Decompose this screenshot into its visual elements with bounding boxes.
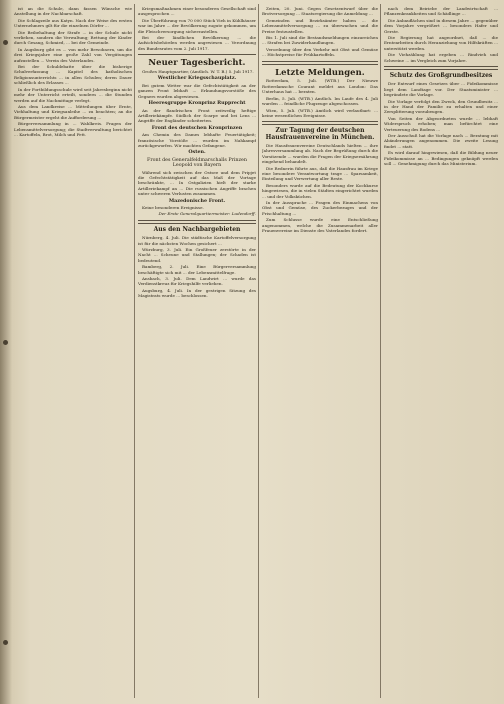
paragraph: Die Hausfrauenvereine Deutschlands hielten ... ihre Jahresversammlung ab. Nach der Begrüßung durch die Vorsitzende ... wurden die Fragen der Kriegsernährung eingehend behandelt. xyxy=(262,142,378,165)
signature: Der Erste Generalquartiermeister: Ludendorff. xyxy=(158,211,256,217)
paragraph: Gemeinden und Bezirksämter haben ... die Lebensmittelversorgung ... zu überwachen und die Preise festzustellen. xyxy=(262,17,378,34)
paragraph: Zeiten, 20. Juni. Gegen Gesetzentwurf über die Brotversorgung ... Staatsregierung die Anmeldung ... xyxy=(262,6,378,17)
column-4 xyxy=(384,6,498,696)
paragraph: ist an die Schule, dann fassen Wünsche wie Anstellung in der Nachbarschaft. xyxy=(14,6,132,17)
paragraph: Bis 1. Juli sind die Bestandsmeldungen einzureichen ... Strafen bei Zuwiderhandlungen. xyxy=(262,35,378,46)
column-2 xyxy=(138,6,256,696)
paragraph: Besonders wurde auf die Bedeutung der Kochkurse hingewiesen, die in vielen Städten eingerichtet wurden ... und der Volksküchen. xyxy=(262,182,378,199)
paragraph: Ansbach, 3. Juli. Dem Landwirt ... wurde das Verdienstkreuz für Kriegshilfe verliehen. xyxy=(138,275,256,287)
paragraph: Berlin, 5. Juli. (WTB.) Amtlich. Im Laufe des 4. Juli wurden ... feindliche Flugzeuge abgeschossen. xyxy=(262,95,378,107)
paragraph: Die Regierung hat angeordnet, daß ... die Erntearbeiten durch Heranziehung von Hilfskräften ... unterstützt werden. xyxy=(384,35,498,51)
paragraph: In der Aussprache ... Fragen des Einmachens von Obst und Gemüse, des Zuckerbezuges und der Frischhaltung ... xyxy=(262,199,378,216)
subheading: Front des deutschen Kronprinzen xyxy=(151,124,243,131)
paragraph: Die Anbauflächen sind in diesem Jahre ... gegenüber dem Vorjahre vergrößert ... besonders Hafer und Gerste. xyxy=(384,17,498,34)
article-headline: Zur Tagung der deutschen Hausfrauenvereine in München. xyxy=(265,127,375,141)
paragraph: Von Seiten der Abgeordneten wurde ... lebhaft Widerspruch erhoben; man befürchtet eine Verteuerung des Bodens ... xyxy=(384,115,498,132)
column-rule xyxy=(380,4,381,698)
paragraph: In der Fortbildungsschule wird seit Jahresbeginn nicht mehr der Unterricht erteilt, sondern ... die Stunden werden auf die Nachmittage verlegt. xyxy=(14,86,132,103)
paragraph: Wien, 5. Juli. (WTB.) Amtlich wird verlautbart: ... keine wesentlichen Ereignisse. xyxy=(262,107,378,118)
paragraph: Die Rednerin führte aus, daß die Hausfrau im Kriege eine besondere Verantwortung trage ... Sparsamkeit, Einteilung und Verwertung aller Reste. xyxy=(262,165,378,182)
section-divider xyxy=(138,54,256,55)
subheading: Mazedonische Front. xyxy=(168,197,226,204)
paragraph: Die Viehzählung hat ergeben ... Rindvieh und Schweine ... im Vergleich zum Vorjahre. xyxy=(384,52,498,63)
paragraph: Aus dem Landkreise ... Mitteilungen über Ernte, Viehhaltung und Kriegsanleihe ... zu beachten; an die Bürgermeister ergeht die Aufforderung ... xyxy=(14,103,132,120)
subheading: Front des Generalfeldmarschalls Prinzen Leopold von Bayern xyxy=(147,157,247,169)
subheading: Heeresgruppe Kronprinz Rupprecht xyxy=(148,100,246,107)
binding-hole xyxy=(3,640,8,645)
article-headline: Neuer Tagesbericht. xyxy=(148,57,246,68)
paragraph: Es wird darauf hingewiesen, daß die Bildung neuer Fideikommisse an ... Bedingungen geknüpft werden soll ... Genehmigung durch das Ministerium. xyxy=(384,150,498,167)
binding-hole xyxy=(3,40,8,45)
paragraph: Die Überführung von 70 000 Stück Vieh in Kühlhäuser war im Jahre ... der Bevölkerung zugute gekommen, um die Fleischversorgung sicherzustellen. xyxy=(138,17,256,34)
paragraph: Verordnung über den Verkehr mit Obst und Gemüse ... Höchstpreise für Frühkartoffeln. xyxy=(262,46,378,58)
section-divider xyxy=(262,121,378,125)
article-headline: Aus den Nachbargebieten xyxy=(153,225,241,233)
paragraph: nach dem Beiriebe der Landwirtschaft ... Pflanzenkrankheiten und Schädlinge ... xyxy=(384,6,498,17)
section-divider xyxy=(138,220,256,224)
paragraph: Bei der ländlichen Bevölkerung ... die Aufsichtsbehörden werden angewiesen ... Verordnung des Bundesrates vom 2. Juli 1917. xyxy=(138,35,256,51)
paragraph: Bamberg, 2. Juli. Eine Bürgerversammlung beschäftigte sich mit ... der Lebensmittelfrage. xyxy=(138,264,256,275)
paragraph: Rotterdam, 5. Juli. (WTB.) Der Nieuwe Rotterdamsche Courant meldet aus London: Das Unterhaus hat ... beraten. xyxy=(262,78,378,95)
paragraph: Während sich zwischen der Ostsee und dem Pripjet die Gefechtstätigkeit auf das Maß der Vortage beschränkte, ... In Ostgalizien hielt der starke Artilleriekampf an ... Die russischen Angriffe brachen unter schweren Verlusten zusammen. xyxy=(138,169,256,197)
page-binding-edge xyxy=(0,0,12,704)
binding-hole xyxy=(3,340,8,345)
paragraph: An der flandrischen Front zeitweilig heftige Artilleriekämpfe. Südlich der Scarpe und bei Lens ... Angriffe der Engländer scheiterten. xyxy=(138,107,256,124)
paragraph: Würzburg, 3. Juli. Ein Großfeuer zerstörte in der Nacht ... Scheune und Stallungen; der Schaden ist bedeutend. xyxy=(138,246,256,263)
paragraph: Der Entwurf eines Gesetzes über ... Fideikommisse liegt dem Landtage vor. Der Staatsminister ... begründete die Vorlage. xyxy=(384,81,498,98)
section-divider xyxy=(384,66,498,70)
paragraph: Die Schlagzeile aus Katyn. Nach der Weise des ersten Unternehmers gilt für die einzelnen Dörfer ... xyxy=(14,17,132,29)
paragraph: Keine besonderen Ereignisse. xyxy=(142,205,204,210)
article-headline: Schutz des Großgrundbesitzes xyxy=(389,72,493,80)
dateline: Großes Hauptquartier, (Amtlich. W. T. B.) 5. Juli 1917. xyxy=(142,69,254,75)
paragraph: Zum Schlusse wurde eine Entschließung angenommen, welche die Zusammenarbeit aller Frauenvereine im Dienste des Vaterlandes fordert. xyxy=(262,217,378,233)
paragraph: Der Ausschuß hat die Vorlage nach ... Beratung mit Abänderungen angenommen. Die zweite Lesung findet ... statt. xyxy=(384,133,498,149)
column-rule xyxy=(258,4,259,698)
paragraph: Die Vorlage verfolgt den Zweck, den Grundbesitz ... in der Hand der Familie zu erhalten und einer Zersplitterung vorzubeugen. xyxy=(384,98,498,115)
paragraph: Augsburg, 4. Juli. In der gestrigen Sitzung des Magistrats wurde ... beschlossen. xyxy=(138,287,256,299)
paragraph: Die Beibehaltung der Strafe ... in der Schule nicht verliehen, sondern die Verwaltung; Rettung der Kinder durch Gesang, Schmied, ... bei der Gemeinde. xyxy=(14,29,132,46)
paragraph: Kriegsmaßnahmen einer besonderen Gesellschaft sind ausgesprochen ... xyxy=(138,6,256,17)
paragraph: In Augsburg gibt es ... von mehr Bewohnern, um die drei Kriegsjahre eine große Zahl von Vergütungen aufzustellen ... Verein des Vaterlandes. xyxy=(14,46,132,63)
article-headline: Letzte Meldungen. xyxy=(275,66,365,77)
column-1 xyxy=(14,6,132,696)
column-rule xyxy=(134,4,135,698)
column-3 xyxy=(262,6,378,696)
paragraph: Nürnberg, 4. Juli. Die städtische Kartoffelversorgung ist für die nächsten Wochen gesichert ... xyxy=(138,235,256,246)
subheading: Osten. xyxy=(188,149,206,156)
paragraph: Bürgerversammlung in ... Wahlkreis. Fragen der Lebensmittelversorgung; die Stadtverwaltung berichtet ... Kartoffeln, Brot, Milch und Fett. xyxy=(14,121,132,137)
paragraph: Bei der Schuldebatte über die bisherige Schulverfassung ... Kapitel des katholischen Religionsunterrichts ... in allen Schulen; deren Dauer schließlich des Erlasses ... xyxy=(14,64,132,86)
paragraph: Am Chemin des Dames lebhafte Feuertätigkeit; französische Vorstöße ... wurden im Nahkampf zurückgeworfen. Wir machten Gefangene. xyxy=(138,132,256,148)
subheading: Westlicher Kriegsschauplatz. xyxy=(157,75,237,82)
section-divider xyxy=(262,61,378,65)
paragraph: Bei gutem Wetter war die Gefechtstätigkeit an der ganzen Front lebhaft ... Erkundungsvorstöße des Gegners wurden abgewiesen. xyxy=(138,82,256,99)
